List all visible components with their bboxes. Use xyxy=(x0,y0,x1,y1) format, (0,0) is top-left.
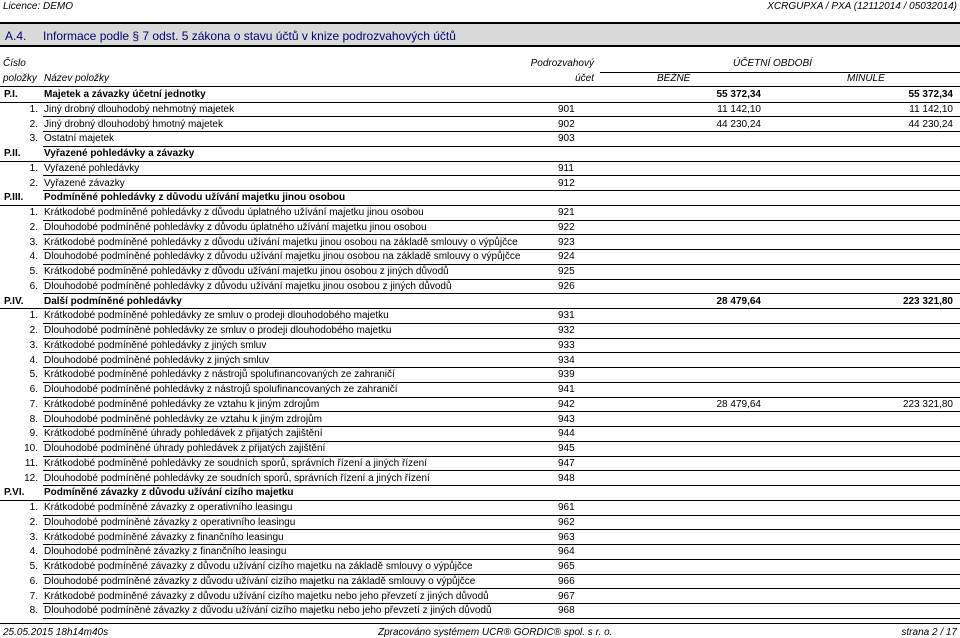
table-row xyxy=(0,177,960,192)
account-number: 963 xyxy=(558,531,575,543)
group-row xyxy=(0,486,960,501)
item-name: Dlouhodobé podmíněné závazky z finančního leasingu xyxy=(44,546,287,558)
item-number: 11. xyxy=(24,457,38,469)
item-name: Krátkodobé podmíněné pohledávky z důvodu užívání majetku jinou osobou z jiných důvodů xyxy=(44,266,449,277)
table-row xyxy=(0,442,960,457)
item-number: 4. xyxy=(29,354,38,366)
item-name: Další podmíněné pohledávky xyxy=(44,295,182,307)
item-number: 6. xyxy=(29,384,38,395)
item-number: 5. xyxy=(29,369,38,381)
account-number: 943 xyxy=(558,413,575,425)
previous-period-value: 223 321,80 xyxy=(902,295,953,307)
table-row xyxy=(0,221,960,236)
col-podrozvahovy: Podrozvahový xyxy=(530,58,594,69)
item-number: P.IV. xyxy=(4,295,24,307)
table-row xyxy=(0,501,960,516)
page-number: strana 2 / 17 xyxy=(901,627,957,638)
item-number: 3. xyxy=(29,133,38,145)
col-cislo: Číslo xyxy=(3,58,26,69)
account-number: 968 xyxy=(558,605,575,617)
current-period-value: 28 479,64 xyxy=(716,295,761,307)
print-timestamp: 25.05.2015 18h14m40s xyxy=(3,627,109,638)
account-number: 931 xyxy=(558,310,575,322)
account-number: 939 xyxy=(558,369,575,381)
account-number: 944 xyxy=(558,428,575,440)
licence-label: Licence: DEMO xyxy=(3,1,74,12)
item-number: 3. xyxy=(29,531,38,543)
item-name: Dlouhodobé podmíněné závazky z důvodu užívání cizího majetku nebo jeho převzetí z jiných důvodů xyxy=(44,605,492,617)
group-row xyxy=(0,295,960,310)
item-number: 1. xyxy=(29,162,38,174)
item-name: Dlouhodobé podmíněné pohledávky ze vztahu k jiným zdrojům xyxy=(44,413,322,425)
item-name: Krátkodobé podmíněné závazky z důvodu užívání cizího majetku na základě smlouvy o výpůjčce xyxy=(44,561,473,572)
item-name: Krátkodobé podmíněné pohledávky ze vztahu k jiným zdrojům xyxy=(44,398,320,410)
item-name: Dlouhodobé podmíněné pohledávky z důvodu užívání majetku jinou osobou na základě smlouvy o výpůjčce xyxy=(44,251,521,263)
account-number: 911 xyxy=(558,162,574,174)
section-code: A.4. xyxy=(5,29,27,43)
account-number: 932 xyxy=(558,325,575,336)
item-number: 8. xyxy=(29,605,38,617)
account-number: 926 xyxy=(558,280,575,292)
item-name: Krátkodobé podmíněné pohledávky z důvodu úplatného užívání majetku jinou osobou xyxy=(44,207,424,218)
section-header xyxy=(0,22,960,47)
account-number: 966 xyxy=(558,575,575,587)
table-row xyxy=(0,265,960,280)
table-row xyxy=(0,413,960,428)
item-number: P.II. xyxy=(4,148,21,159)
account-number: 934 xyxy=(558,354,575,366)
table-row xyxy=(0,398,960,413)
item-name: Jiný drobný dlouhodobý hmotný majetek xyxy=(44,118,223,130)
item-name: Krátkodobé podmíněné závazky z operativního leasingu xyxy=(44,502,293,513)
account-number: 962 xyxy=(558,516,575,528)
item-number: P.I. xyxy=(4,89,18,100)
item-number: 9. xyxy=(29,428,38,440)
item-name: Krátkodobé podmíněné závazky z důvodu užívání cizího majetku nebo jeho převzetí z jiných důvodů xyxy=(44,590,489,602)
table-row xyxy=(0,206,960,221)
report-id: XCRGUPXA / PXA (12112014 / 05032014) xyxy=(767,1,957,12)
item-number: 1. xyxy=(29,103,38,115)
item-number: 4. xyxy=(29,546,38,558)
section-title: Informace podle § 7 odst. 5 zákona o stavu účtů v knize podrozvahových účtů xyxy=(43,29,456,43)
item-number: 10. xyxy=(24,443,38,454)
table-row xyxy=(0,236,960,251)
item-name: Krátkodobé podmíněné pohledávky z jiných smluv xyxy=(44,339,267,351)
previous-period-value: 11 142,10 xyxy=(909,103,953,115)
account-number: 965 xyxy=(558,561,575,572)
table-row xyxy=(0,531,960,546)
item-number: 1. xyxy=(29,207,38,218)
account-number: 945 xyxy=(558,443,575,454)
table-row xyxy=(0,324,960,339)
item-number: 2. xyxy=(29,221,38,233)
account-number: 922 xyxy=(558,221,575,233)
col-obdobi: ÚČETNÍ OBDOBÍ xyxy=(733,58,812,69)
item-number: 4. xyxy=(29,251,38,263)
item-name: Krátkodobé podmíněné závazky z finančního leasingu xyxy=(44,531,284,543)
table-row xyxy=(0,162,960,177)
table-row xyxy=(0,560,960,575)
account-number: 925 xyxy=(558,266,575,277)
table-row xyxy=(0,354,960,369)
col-polozky: položky xyxy=(3,73,37,84)
table-row xyxy=(0,250,960,265)
group-row xyxy=(0,147,960,162)
table-row xyxy=(0,590,960,605)
table-row xyxy=(0,339,960,354)
item-number: 6. xyxy=(29,280,38,292)
previous-period-value: 44 230,24 xyxy=(908,118,953,130)
item-name: Ostatní majetek xyxy=(44,133,115,145)
item-name: Dlouhodobé podmíněné závazky z důvodu užívání cizího majetku na základě smlouvy o výpůjčce xyxy=(44,575,476,587)
account-number: 942 xyxy=(558,398,575,410)
group-row xyxy=(0,191,960,206)
current-period-value: 11 142,10 xyxy=(717,103,761,115)
item-name: Dlouhodobé podmíněné závazky z operativního leasingu xyxy=(44,516,296,528)
item-number: 5. xyxy=(29,561,38,572)
item-name: Dlouhodobé podmíněné pohledávky z jiných smluv xyxy=(44,354,270,366)
table-row xyxy=(0,118,960,133)
table-row xyxy=(0,457,960,472)
current-period-value: 28 479,64 xyxy=(716,398,761,410)
item-number: 3. xyxy=(29,339,38,351)
account-number: 903 xyxy=(558,133,575,145)
item-number: 7. xyxy=(29,590,38,602)
account-number: 902 xyxy=(558,118,575,130)
account-number: 947 xyxy=(558,457,575,469)
item-name: Podmíněné pohledávky z důvodu užívání majetku jinou osobou xyxy=(44,192,346,204)
item-number: 2. xyxy=(29,177,38,189)
item-number: 1. xyxy=(29,310,38,322)
account-number: 967 xyxy=(558,590,575,602)
item-number: 7. xyxy=(29,398,38,410)
item-name: Vyřazené pohledávky xyxy=(44,162,140,174)
table-row xyxy=(0,309,960,324)
item-name: Majetek a závazky účetní jednotky xyxy=(44,89,206,100)
item-number: 8. xyxy=(29,413,38,425)
table-row xyxy=(0,427,960,442)
item-name: Dlouhodobé podmíněné pohledávky z důvodu úplatného užívání majetku jinou osobou xyxy=(44,221,427,233)
item-number: 1. xyxy=(29,502,38,513)
account-number: 924 xyxy=(558,251,575,263)
item-name: Krátkodobé podmíněné pohledávky ze smluv o prodeji dlouhodobého majetku xyxy=(44,310,389,322)
item-name: Dlouhodobé podmíněné pohledávky ze soudních sporů, správních řízení a jiných řízení xyxy=(44,472,430,484)
col-nazev: Název položky xyxy=(44,73,110,84)
item-name: Krátkodobé podmíněné úhrady pohledávek z přijatých zajištění xyxy=(44,428,323,440)
item-number: 2. xyxy=(29,118,38,130)
item-name: Dlouhodobé podmíněné úhrady pohledávek z přijatých zajištění xyxy=(44,443,326,454)
item-name: Dlouhodobé podmíněné pohledávky z důvodu užívání majetku jinou osobou z jiných důvodů xyxy=(44,280,452,292)
item-number: P.III. xyxy=(4,192,24,204)
account-number: 921 xyxy=(558,207,575,218)
table-row xyxy=(0,472,960,487)
report-header xyxy=(0,0,960,14)
account-number: 912 xyxy=(558,177,575,189)
table-row xyxy=(0,604,960,619)
table-row xyxy=(0,368,960,383)
table-row xyxy=(0,280,960,295)
table-row xyxy=(0,545,960,560)
current-period-value: 55 372,34 xyxy=(716,89,761,100)
page-footer xyxy=(0,623,960,638)
item-name: Krátkodobé podmíněné pohledávky z důvodu užívání majetku jinou osobou na základě smlouvy o výpůjčce xyxy=(44,236,518,248)
account-number: 961 xyxy=(558,502,575,513)
header-rule xyxy=(0,86,960,87)
system-label: Zpracováno systémem UCR® GORDIC® spol. s r. o. xyxy=(378,627,613,638)
col-minule: MINULÉ xyxy=(847,73,885,84)
col-bezne: BĚŽNÉ xyxy=(657,73,691,84)
item-number: 6. xyxy=(29,575,38,587)
account-number: 964 xyxy=(558,546,575,558)
item-name: Krátkodobé podmíněné pohledávky ze soudních sporů, správních řízení a jiných řízení xyxy=(44,457,428,469)
table-row xyxy=(0,383,960,398)
account-number: 941 xyxy=(558,384,575,395)
period-divider xyxy=(600,72,960,73)
account-number: 923 xyxy=(558,236,575,248)
previous-period-value: 55 372,34 xyxy=(908,89,953,100)
item-number: 2. xyxy=(29,325,38,336)
table-row xyxy=(0,516,960,531)
item-name: Dlouhodobé podmíněné pohledávky ze smluv o prodeji dlouhodobého majetku xyxy=(44,325,392,336)
col-ucet: účet xyxy=(575,73,594,84)
item-number: 3. xyxy=(29,236,38,248)
item-name: Vyřazené pohledávky a závazky xyxy=(44,148,195,159)
row-divider xyxy=(43,618,960,619)
item-name: Krátkodobé podmíněné pohledávky z nástrojů spolufinancovaných ze zahraničí xyxy=(44,369,395,381)
item-name: Jiný drobný dlouhodobý nehmotný majetek xyxy=(44,103,235,115)
table-row xyxy=(0,132,960,147)
current-period-value: 44 230,24 xyxy=(716,118,761,130)
item-number: 5. xyxy=(29,266,38,277)
item-number: 2. xyxy=(29,516,38,528)
account-number: 933 xyxy=(558,339,575,351)
account-number: 901 xyxy=(558,103,575,115)
item-name: Vyřazené závazky xyxy=(44,177,125,189)
table-row xyxy=(0,575,960,590)
group-row xyxy=(0,88,960,103)
table-row xyxy=(0,103,960,118)
item-name: Dlouhodobé podmíněné pohledávky z nástrojů spolufinancovaných ze zahraničí xyxy=(44,384,398,395)
item-number: 12. xyxy=(24,472,38,484)
item-name: Podmíněné závazky z důvodu užívání cizího majetku xyxy=(44,487,294,499)
item-number: P.VI. xyxy=(4,487,25,499)
previous-period-value: 223 321,80 xyxy=(902,398,953,410)
account-number: 948 xyxy=(558,472,575,484)
